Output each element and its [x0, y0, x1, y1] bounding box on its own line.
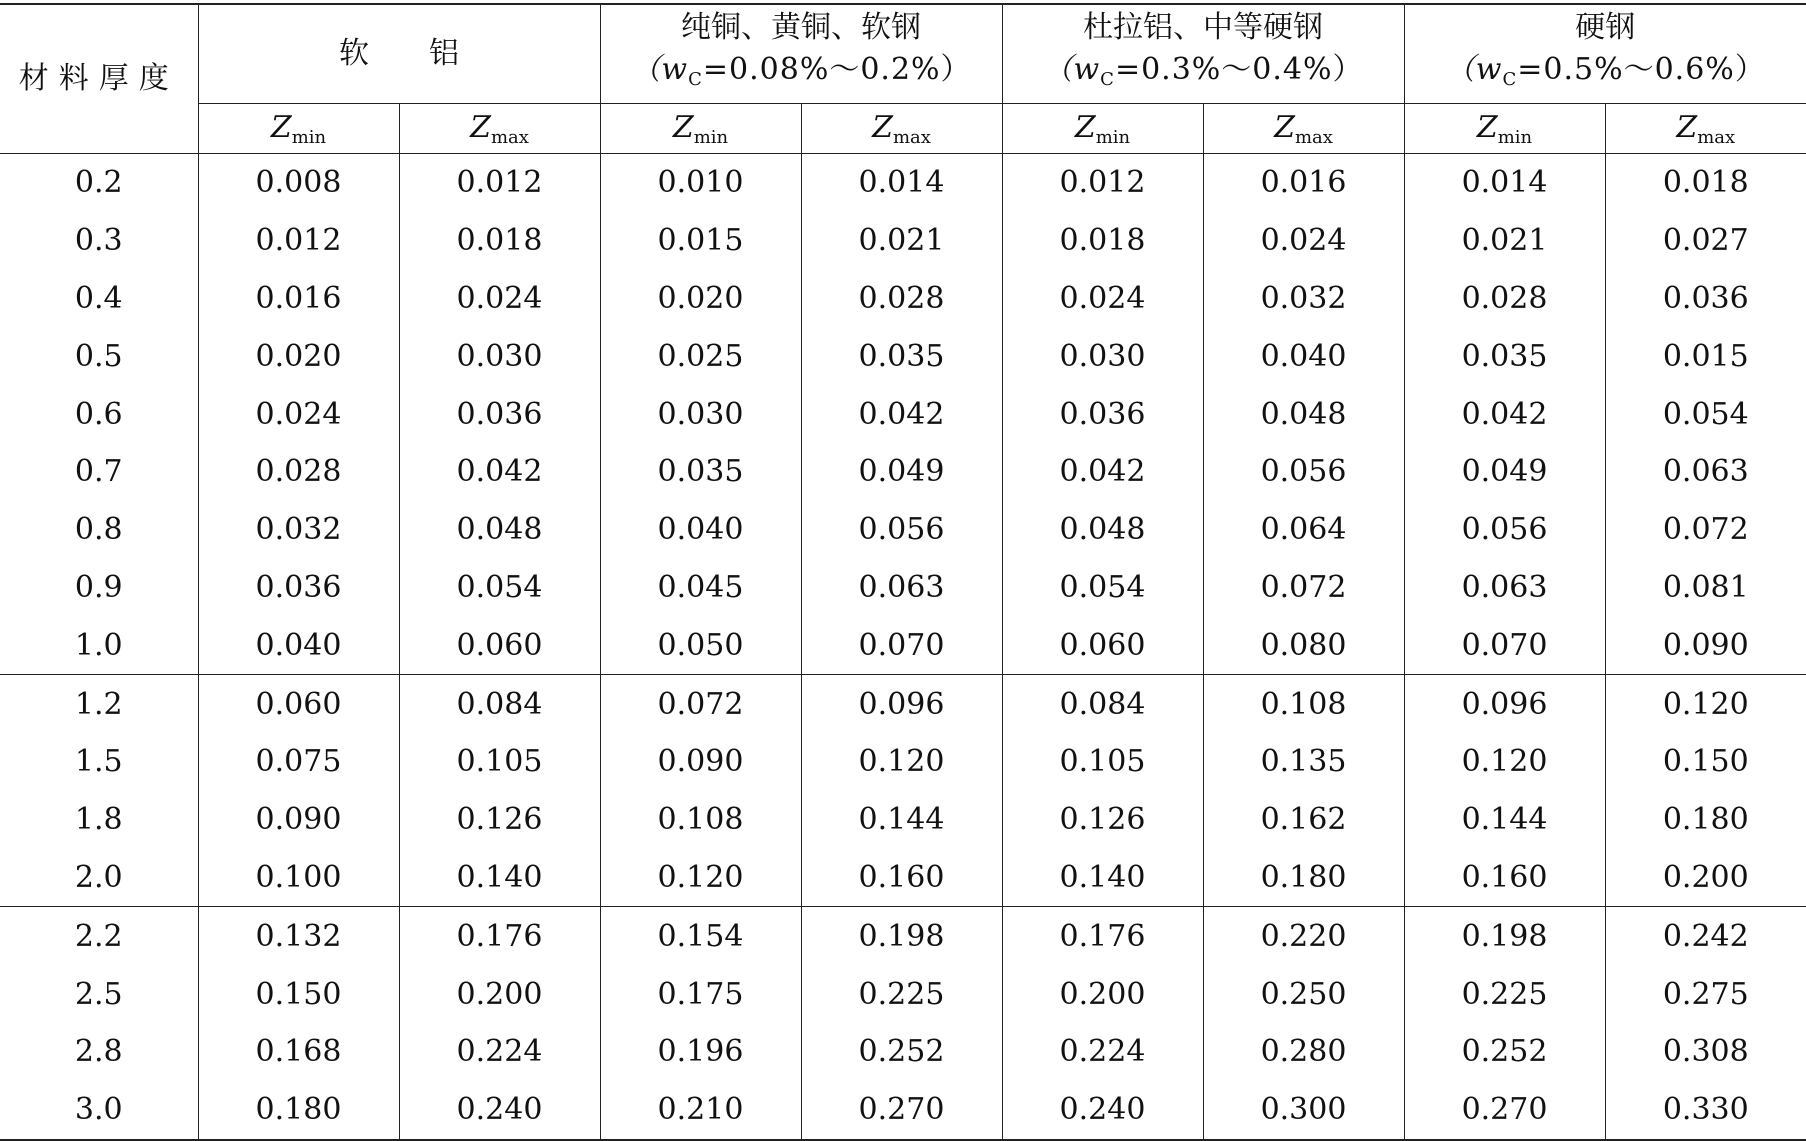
clearance-cell: 0.096 [801, 675, 1002, 733]
clearance-cell: 0.168 [198, 1023, 399, 1081]
clearance-cell: 0.070 [801, 616, 1002, 674]
clearance-cell: 0.015 [1605, 327, 1806, 385]
clearance-cell: 0.056 [801, 501, 1002, 559]
clearance-cell: 0.049 [1404, 443, 1605, 501]
subheader-zmax [1605, 104, 1806, 154]
clearance-cell: 0.144 [801, 791, 1002, 849]
thickness-cell: 0.9 [74, 569, 123, 605]
subheader-subscript: min [1095, 126, 1131, 148]
clearance-cell: 0.012 [399, 154, 600, 212]
clearance-cell: 0.042 [1002, 443, 1203, 501]
clearance-cell: 0.027 [1605, 212, 1806, 270]
subheader-subscript: max [1294, 126, 1333, 148]
clearance-cell: 0.105 [1002, 733, 1203, 791]
group-name: 杜拉铝、中等硬钢 [1083, 10, 1323, 45]
subheader-zmin [1404, 104, 1605, 154]
clearance-cell: 0.072 [600, 675, 801, 733]
clearance-cell: 0.018 [1002, 212, 1203, 270]
note-sub: C [1502, 69, 1518, 90]
clearance-cell: 0.126 [1002, 791, 1203, 849]
clearance-cell: 0.108 [600, 791, 801, 849]
clearance-cell: 0.180 [1605, 791, 1806, 849]
clearance-cell: 0.060 [1002, 616, 1203, 674]
clearance-cell: 0.224 [399, 1023, 600, 1081]
clearance-cell: 0.160 [1404, 849, 1605, 907]
clearance-cell: 0.200 [399, 965, 600, 1023]
clearance-cell: 0.060 [198, 675, 399, 733]
clearance-cell: 0.021 [1404, 212, 1605, 270]
clearance-cell: 0.024 [1002, 270, 1203, 328]
clearance-cell: 0.042 [399, 443, 600, 501]
clearance-cell: 0.162 [1203, 791, 1404, 849]
clearance-cell: 0.250 [1203, 965, 1404, 1023]
clearance-cell: 0.054 [1605, 385, 1806, 443]
clearance-cell: 0.048 [1203, 385, 1404, 443]
clearance-cell: 0.036 [399, 385, 600, 443]
clearance-cell: 0.180 [198, 1081, 399, 1140]
clearance-cell: 0.108 [1203, 675, 1404, 733]
clearance-cell: 0.014 [801, 154, 1002, 212]
clearance-cell: 0.150 [1605, 733, 1806, 791]
table-row [0, 212, 1806, 270]
clearance-cell: 0.224 [1002, 1023, 1203, 1081]
clearance-cell: 0.210 [600, 1081, 801, 1140]
clearance-cell: 0.040 [1203, 327, 1404, 385]
clearance-cell: 0.140 [1002, 849, 1203, 907]
note-prefix: （w [630, 52, 689, 87]
group-header-copper-brass-mild-steel [600, 4, 1002, 104]
thickness-cell: 1.0 [74, 627, 123, 663]
subheader-subscript: max [490, 126, 529, 148]
subheader-subscript: max [1697, 126, 1736, 148]
clearance-cell: 0.016 [198, 270, 399, 328]
clearance-cell: 0.040 [198, 616, 399, 674]
subheader-zmin [600, 104, 801, 154]
clearance-cell: 0.012 [198, 212, 399, 270]
subheader-letter: Z [672, 109, 694, 145]
clearance-cell: 0.120 [801, 733, 1002, 791]
clearance-cell: 0.036 [1605, 270, 1806, 328]
clearance-cell: 0.126 [399, 791, 600, 849]
clearance-cell: 0.072 [1605, 501, 1806, 559]
clearance-cell: 0.196 [600, 1023, 801, 1081]
clearance-cell: 0.240 [399, 1081, 600, 1140]
clearance-cell: 0.032 [198, 501, 399, 559]
group-header-soft-aluminum [198, 4, 600, 104]
clearance-cell: 0.036 [1002, 385, 1203, 443]
table-row [0, 154, 1806, 212]
table-row [0, 385, 1806, 443]
clearance-cell: 0.240 [1002, 1081, 1203, 1140]
clearance-cell: 0.056 [1404, 501, 1605, 559]
thickness-cell: 0.2 [74, 165, 123, 201]
clearance-cell: 0.150 [198, 965, 399, 1023]
subheader-subscript: max [892, 126, 931, 148]
table-row [0, 443, 1806, 501]
subheader-letter: Z [1476, 109, 1498, 145]
clearance-cell: 0.008 [198, 154, 399, 212]
clearance-cell: 0.040 [600, 501, 801, 559]
group-header-hard-steel [1404, 4, 1806, 104]
thickness-cell: 2.2 [0, 907, 198, 965]
note-sub: C [1100, 69, 1115, 90]
subheader-zmax [1203, 104, 1404, 154]
clearance-cell: 0.280 [1203, 1023, 1404, 1081]
clearance-cell: 0.035 [600, 443, 801, 501]
clearance-cell: 0.084 [399, 675, 600, 733]
header-row-groups [0, 4, 1806, 104]
clearance-cell: 0.132 [198, 907, 399, 965]
clearance-cell: 0.049 [801, 443, 1002, 501]
group-note [601, 49, 1002, 101]
clearance-cell: 0.090 [1605, 616, 1806, 674]
clearance-cell: 0.050 [600, 616, 801, 674]
clearance-cell: 0.035 [801, 327, 1002, 385]
table-row [0, 327, 1806, 385]
clearance-cell: 0.200 [1605, 849, 1806, 907]
clearance-cell: 0.024 [399, 270, 600, 328]
clearance-cell: 0.135 [1203, 733, 1404, 791]
clearance-cell: 0.090 [198, 791, 399, 849]
clearance-cell: 0.045 [600, 559, 801, 617]
table-row [0, 791, 1806, 849]
subheader-subscript: min [1497, 126, 1533, 148]
header-row-zmin-zmax [0, 104, 1806, 154]
clearance-cell: 0.220 [1203, 907, 1404, 965]
clearance-cell: 0.330 [1605, 1081, 1806, 1140]
clearance-cell: 0.028 [198, 443, 399, 501]
table-row [0, 733, 1806, 791]
clearance-cell: 0.140 [399, 849, 600, 907]
clearance-cell: 0.120 [1404, 733, 1605, 791]
clearance-cell: 0.080 [1203, 616, 1404, 674]
clearance-cell: 0.252 [801, 1023, 1002, 1081]
clearance-cell: 0.010 [600, 154, 801, 212]
clearance-cell: 0.063 [1605, 443, 1806, 501]
thickness-cell: 2.8 [74, 1034, 123, 1070]
clearance-cell: 0.054 [399, 559, 600, 617]
clearance-cell: 0.176 [399, 907, 600, 965]
clearance-cell: 0.070 [1404, 616, 1605, 674]
group-name: 软 铝 [339, 36, 459, 71]
thickness-cell: 0.6 [74, 396, 123, 432]
group-name: 硬钢 [1575, 10, 1636, 45]
subheader-zmax [801, 104, 1002, 154]
table-row [0, 616, 1806, 674]
clearance-cell: 0.300 [1203, 1081, 1404, 1140]
thickness-cell: 0.7 [74, 454, 123, 490]
clearance-cell: 0.063 [801, 559, 1002, 617]
clearance-cell: 0.054 [1002, 559, 1203, 617]
clearance-cell: 0.225 [1404, 965, 1605, 1023]
clearance-cell: 0.020 [600, 270, 801, 328]
clearance-cell: 0.025 [600, 327, 801, 385]
clearance-cell: 0.024 [1203, 212, 1404, 270]
note-suffix: =0.3%～0.4%） [1114, 52, 1364, 87]
table-row [0, 270, 1806, 328]
thickness-cell: 0.3 [74, 223, 123, 259]
note-prefix: （w [1444, 52, 1503, 87]
clearance-cell: 0.042 [801, 385, 1002, 443]
subheader-letter: Z [1274, 109, 1295, 145]
subheader-letter: Z [1676, 109, 1698, 145]
subheader-letter: Z [470, 109, 491, 145]
clearance-cell: 0.154 [600, 907, 801, 965]
clearance-cell: 0.160 [801, 849, 1002, 907]
clearance-cell: 0.180 [1203, 849, 1404, 907]
clearance-cell: 0.275 [1605, 965, 1806, 1023]
thickness-cell: 0.5 [74, 338, 123, 374]
clearance-cell: 0.072 [1203, 559, 1404, 617]
clearance-cell: 0.198 [1404, 907, 1605, 965]
clearance-cell: 0.270 [1404, 1081, 1605, 1140]
clearance-cell: 0.100 [198, 849, 399, 907]
clearance-cell: 0.198 [801, 907, 1002, 965]
table-row [0, 1023, 1806, 1081]
clearance-cell: 0.036 [198, 559, 399, 617]
subheader-subscript: min [291, 126, 327, 148]
clearance-cell: 0.020 [198, 327, 399, 385]
table-row [0, 1081, 1806, 1140]
clearance-cell: 0.105 [399, 733, 600, 791]
table-row [0, 501, 1806, 559]
clearance-cell: 0.028 [1404, 270, 1605, 328]
thickness-cell: 2.0 [74, 859, 123, 895]
clearance-cell: 0.060 [399, 616, 600, 674]
clearance-cell: 0.018 [399, 212, 600, 270]
clearance-cell: 0.030 [1002, 327, 1203, 385]
thickness-cell: 2.5 [74, 976, 123, 1012]
table-row [0, 559, 1806, 617]
thickness-cell: 1.5 [74, 744, 123, 780]
clearance-cell: 0.084 [1002, 675, 1203, 733]
subheader-zmin [198, 104, 399, 154]
thickness-cell: 0.8 [74, 512, 123, 548]
clearance-cell: 0.175 [600, 965, 801, 1023]
subheader-zmin [1002, 104, 1203, 154]
clearance-cell: 0.032 [1203, 270, 1404, 328]
clearance-cell: 0.120 [1605, 675, 1806, 733]
clearance-cell: 0.081 [1605, 559, 1806, 617]
clearance-cell: 0.018 [1605, 154, 1806, 212]
thickness-cell: 1.2 [0, 675, 198, 733]
clearance-cell: 0.042 [1404, 385, 1605, 443]
clearance-cell: 0.225 [801, 965, 1002, 1023]
clearance-cell: 0.176 [1002, 907, 1203, 965]
table-body [0, 154, 1806, 1140]
group-name: 纯铜、黄铜、软钢 [681, 10, 921, 45]
clearance-cell: 0.015 [600, 212, 801, 270]
clearance-cell: 0.252 [1404, 1023, 1605, 1081]
group-header-duralumin-medium-steel [1002, 4, 1404, 104]
clearance-cell: 0.063 [1404, 559, 1605, 617]
clearance-cell: 0.200 [1002, 965, 1203, 1023]
clearance-cell: 0.014 [1404, 154, 1605, 212]
clearance-cell: 0.056 [1203, 443, 1404, 501]
clearance-cell: 0.270 [801, 1081, 1002, 1140]
clearance-cell: 0.308 [1605, 1023, 1806, 1081]
clearance-cell: 0.090 [600, 733, 801, 791]
clearance-cell: 0.075 [198, 733, 399, 791]
thickness-header: 材料厚度 [0, 4, 198, 154]
thickness-cell: 1.8 [74, 802, 123, 838]
subheader-letter: Z [1074, 109, 1096, 145]
group-note [1405, 49, 1806, 101]
clearance-cell: 0.144 [1404, 791, 1605, 849]
clearance-cell: 0.096 [1404, 675, 1605, 733]
clearance-cell: 0.030 [600, 385, 801, 443]
table-row [0, 965, 1806, 1023]
clearance-cell: 0.016 [1203, 154, 1404, 212]
group-note [1003, 49, 1404, 101]
clearance-cell: 0.012 [1002, 154, 1203, 212]
clearance-cell: 0.048 [1002, 501, 1203, 559]
clearance-cell: 0.035 [1404, 327, 1605, 385]
clearance-cell: 0.021 [801, 212, 1002, 270]
table-row [0, 849, 1806, 907]
clearance-cell: 0.030 [399, 327, 600, 385]
subheader-subscript: min [693, 126, 729, 148]
note-sub: C [688, 69, 703, 90]
note-suffix: =0.5%～0.6%） [1517, 52, 1766, 87]
clearance-table [0, 3, 1806, 1141]
note-prefix: （w [1042, 52, 1101, 87]
thickness-cell: 0.4 [74, 280, 123, 316]
table-row [0, 675, 1806, 733]
subheader-letter: Z [270, 109, 292, 145]
clearance-cell: 0.024 [198, 385, 399, 443]
subheader-letter: Z [872, 109, 893, 145]
table-row [0, 907, 1806, 965]
clearance-cell: 0.048 [399, 501, 600, 559]
clearance-cell: 0.028 [801, 270, 1002, 328]
clearance-cell: 0.120 [600, 849, 801, 907]
clearance-cell: 0.242 [1605, 907, 1806, 965]
note-suffix: =0.08%～0.2%） [702, 52, 972, 87]
thickness-cell: 3.0 [0, 1081, 198, 1140]
subheader-zmax [399, 104, 600, 154]
clearance-cell: 0.064 [1203, 501, 1404, 559]
